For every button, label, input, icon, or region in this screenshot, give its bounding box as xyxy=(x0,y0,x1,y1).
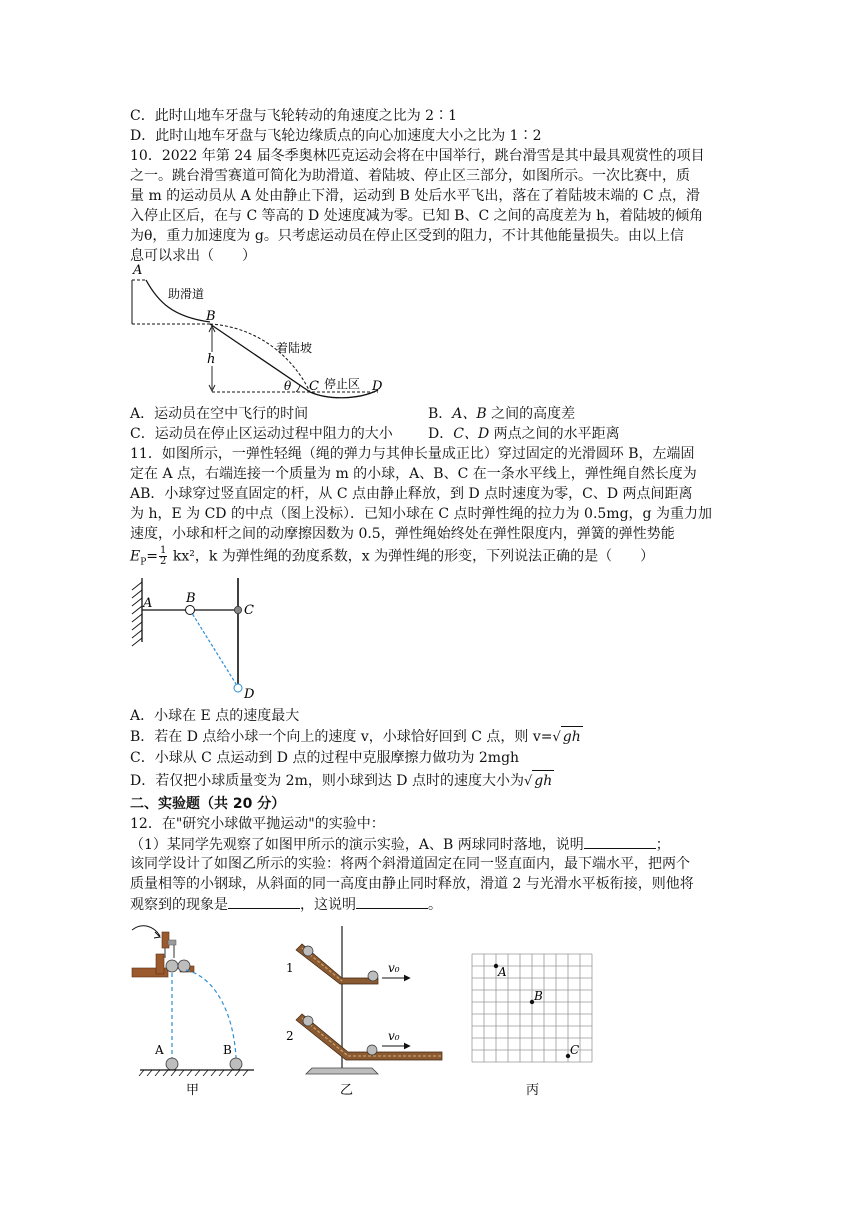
q10-label-tingzhiqu: 停止区 xyxy=(324,377,361,391)
q9-option-d: D．此时山地车牙盘与飞轮边缘质点的向心加速度大小之比为 1∶2 xyxy=(130,128,542,144)
q10-label-theta: θ xyxy=(284,379,292,393)
q11-stem-line-6: $E_P=$ $\frac{1}{2}$ kx²，k 为弹性绳的劲度系数，x 为弹性绳的形变，下列说法正确的是（ ） xyxy=(130,545,655,568)
bing-label-b: B xyxy=(534,989,543,1003)
q11-fraction: $\frac{1}{2}$ xyxy=(160,545,167,567)
q9-option-c: C．此时山地车牙盘与飞轮转动的角速度之比为 2∶1 xyxy=(130,108,457,124)
q12-figure-yi xyxy=(282,918,450,1098)
q10-stem-line-3: 量 m 的运动员从 A 处由静止下滑，运动到 B 处后水平飞出，落在了着陆坡末端的 C 点，滑 xyxy=(130,188,700,204)
q10-stem-line-2: 之一。跳台滑雪赛道可简化为助滑道、着陆坡、停止区三部分，如图所示。一次比赛中，质 xyxy=(130,168,690,184)
q11-label-c: C xyxy=(244,603,254,618)
bing-label-c: C xyxy=(570,1043,580,1057)
q12-figure-jia xyxy=(128,918,258,1098)
q12-line-2: （1）某同学先观察了如图甲所示的演示实验，A、B 两球同时落地，说明 ； xyxy=(130,834,670,855)
q10-ski-jump-diagram xyxy=(128,262,398,402)
q12-line-3: 该同学设计了如图乙所示的实验：将两个斜滑道固定在同一竖直面内，最下端水平，把两个 xyxy=(130,856,690,872)
q11-option-b: B．若在 D 点给小球一个向上的速度 v，小球恰好回到 C 点，则 v=√ gh xyxy=(130,726,583,748)
yi-label-v0-bottom: v₀ xyxy=(388,1029,400,1043)
q10-stem-line-5: 为θ，重力加速度为 g。只考虑运动员在停止区受到的阻力，不计其他能量损失。由以上信 xyxy=(130,228,684,244)
yi-label-v0-top: v₀ xyxy=(388,961,400,975)
jia-label-a: A xyxy=(155,1043,164,1057)
yi-label-1: 1 xyxy=(286,961,294,975)
jia-caption: 甲 xyxy=(186,1083,200,1098)
q10-option-d: D．C、D 两点之间的水平距离 xyxy=(428,426,620,442)
q11-label-a: A xyxy=(143,596,153,611)
q11-stem-line-4: 为 h，E 为 CD 的中点（图上没标）．已知小球在 C 点时弹性绳的拉力为 0.5mg，g 为重力加 xyxy=(130,506,712,522)
bing-label-a: A xyxy=(498,965,507,979)
q10-label-zhuoluopo: 着陆坡 xyxy=(276,341,313,355)
q10-label-h: h xyxy=(207,352,216,367)
q12-answer-blank-1[interactable] xyxy=(584,834,656,849)
q11-stem-line-2: 定在 A 点，右端连接一个质量为 m 的小球，A、B、C 在一条水平线上，弹性绳自然长度为 xyxy=(130,466,697,482)
q11-label-b: B xyxy=(186,591,196,606)
q12-answer-blank-3[interactable] xyxy=(356,894,428,909)
q12-figure-bing xyxy=(470,952,600,1098)
q11-option-c: C．小球从 C 点运动到 D 点的过程中克服摩擦力做功为 2mgh xyxy=(130,750,520,766)
section-2-title: 二、实验题（共 20 分） xyxy=(130,796,286,812)
q10-option-c: C．运动员在停止区运动过程中阻力的大小 xyxy=(130,426,393,442)
q11-option-a: A．小球在 E 点的速度最大 xyxy=(130,708,300,724)
q10-label-b: B xyxy=(206,309,216,324)
q11-stem-line-3: AB．小球穿过竖直固定的杆，从 C 点由静止释放，到 D 点时速度为零，C、D 两点间距离 xyxy=(130,486,693,502)
q10-label-d: D xyxy=(372,379,383,394)
jia-label-b: B xyxy=(223,1043,232,1057)
q12-line-4: 质量相等的小钢球，从斜面的同一高度由静止同时释放，滑道 2 与光滑水平板衔接，则他将 xyxy=(130,876,694,892)
q11-elastic-rope-diagram xyxy=(128,572,268,704)
q12-line-1: 12．在"研究小球做平抛运动"的实验中： xyxy=(130,816,385,832)
q12-answer-blank-2[interactable] xyxy=(228,894,300,909)
q10-stem-line-6: 息可以求出（ ） xyxy=(130,248,256,264)
q10-label-c: C xyxy=(309,379,319,394)
q10-stem-line-1: 10．2022 年第 24 届冬季奥林匹克运动会将在中国举行，跳台滑雪是其中最具观赏性的项目 xyxy=(130,148,705,164)
bing-caption: 丙 xyxy=(526,1083,540,1098)
q11-option-d: D．若仅把小球质量变为 2m，则小球到达 D 点时的速度大小为√ gh xyxy=(130,770,554,792)
q11-stem-line-1: 11．如图所示，一弹性轻绳（绳的弹力与其伸长量成正比）穿过固定的光滑圆环 B，左端固 xyxy=(130,446,695,462)
q12-line-5: 观察到的现象是 ，这说明 。 xyxy=(130,894,442,915)
q10-label-a: A xyxy=(133,263,143,278)
q10-stem-line-4: 入停止区后，在与 C 等高的 D 处速度减为零。已知 B、C 之间的高度差为 h，着陆坡的倾角 xyxy=(130,208,704,224)
q10-label-zhuhuadao: 助滑道 xyxy=(168,287,205,301)
q10-option-b: B．A、B 之间的高度差 xyxy=(428,406,576,422)
q11-stem-line-5: 速度，小球和杆之间的动摩擦因数为 0.5，弹性绳始终处在弹性限度内，弹簧的弹性势能 xyxy=(130,526,675,542)
yi-caption: 乙 xyxy=(340,1083,354,1098)
q10-option-a: A．运动员在空中飞行的时间 xyxy=(130,406,309,422)
yi-label-2: 2 xyxy=(286,1029,294,1043)
q11-label-d: D xyxy=(244,687,255,702)
